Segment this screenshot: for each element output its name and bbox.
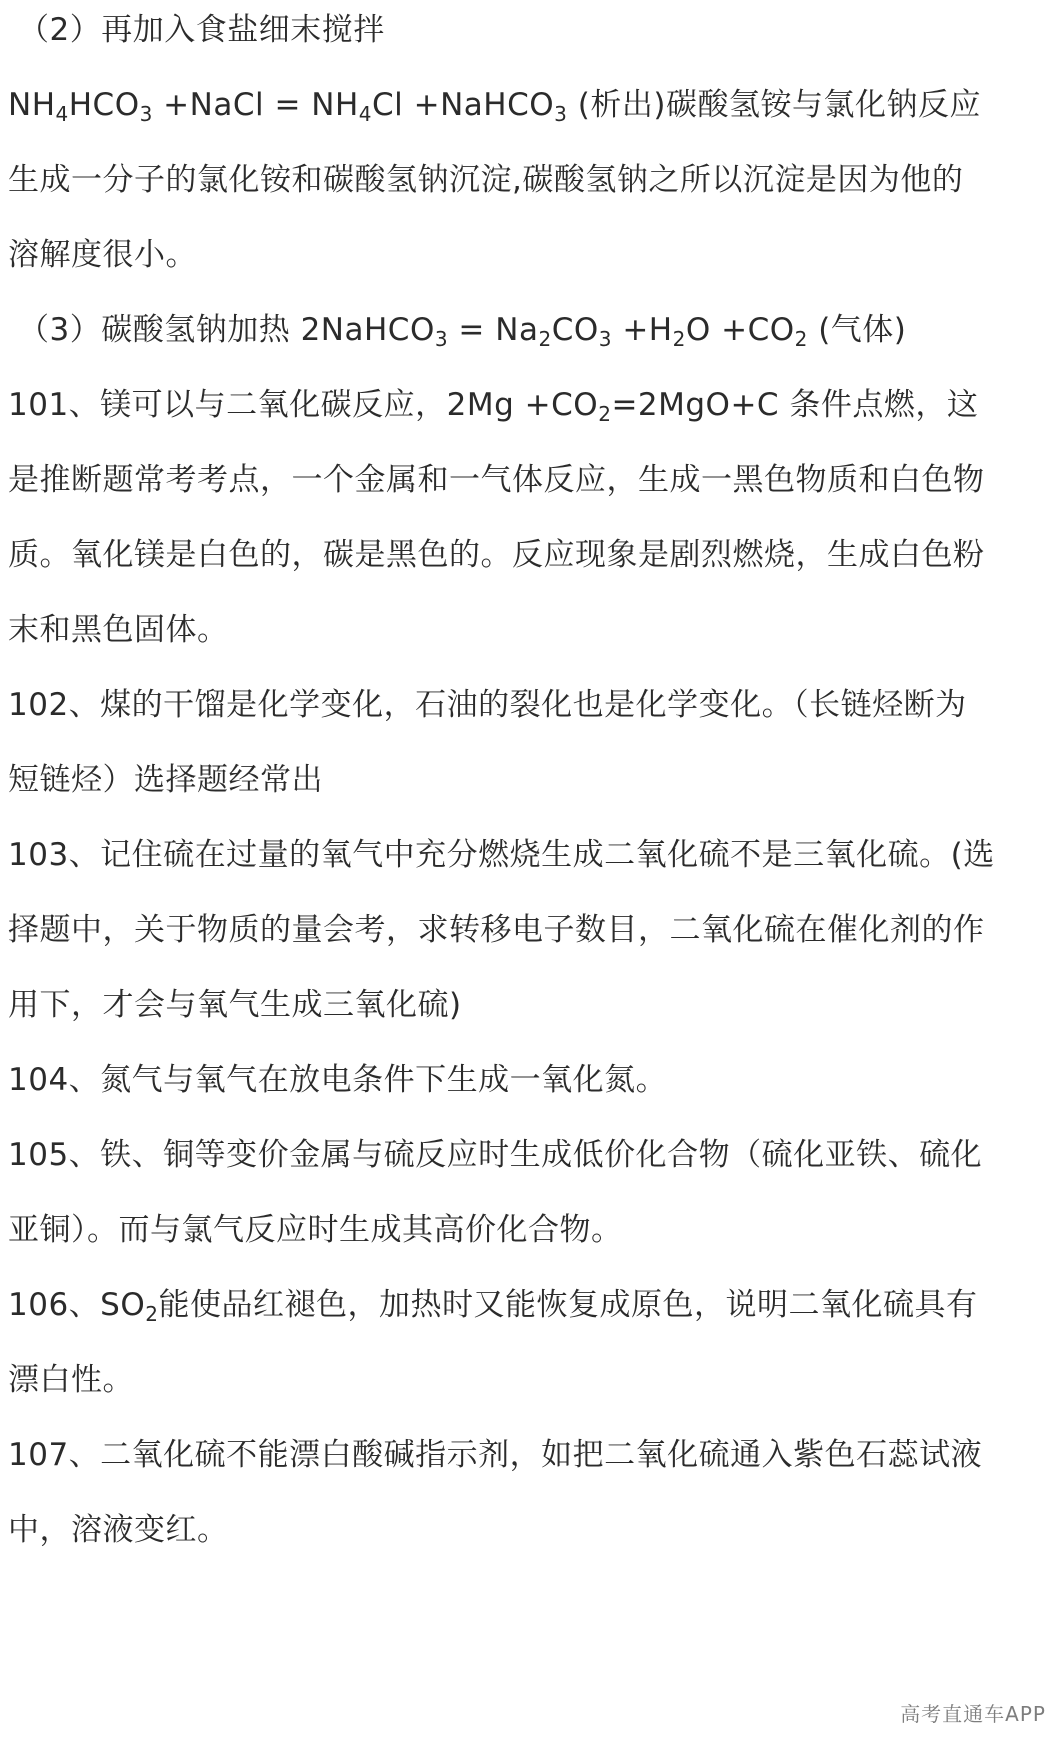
text-segment: 生成一分子的氯化铵和碳酸氢钠沉淀,碳酸氢钠之所以沉淀是因为他的 [8,162,964,198]
subscript: 4 [55,102,69,126]
text-segment: = Na [448,312,539,348]
subscript: 2 [672,327,686,351]
text-segment: CO [551,312,599,348]
text-line [8,535,985,575]
text-segment: 溶解度很小。 [8,237,197,273]
subscript: 3 [598,327,612,351]
text-line [8,985,462,1025]
item-106 [8,1285,977,1325]
subscript: 2 [598,402,612,426]
text-segment: 能使品红褪色，加热时又能恢复成原色，说明二氧化硫具有 [158,1287,978,1323]
text-line [8,760,323,800]
equation-line [8,85,981,125]
text-segment: +NaCl = NH [152,87,359,123]
text-line [8,1360,134,1400]
item-107 [8,1435,982,1475]
text-line [8,610,229,650]
text-segment: NH [8,87,56,123]
text-line [8,910,985,950]
item-105 [8,1135,982,1175]
text-segment: 亚铜）。而与氯气反应时生成其高价化合物。 [8,1212,623,1248]
subscript: 2 [538,327,552,351]
text-segment: HCO [68,87,140,123]
text-segment: 106、SO [8,1287,146,1323]
text-segment: =2MgO+C 条件点燃，这 [611,387,979,423]
subscript: 3 [434,327,449,351]
subscript: 3 [554,102,568,126]
text-segment: (气体) [807,312,907,348]
text-segment: 中，溶液变红。 [8,1512,229,1548]
text-line [18,10,385,50]
text-segment: 质。氧化镁是白色的，碳是黑色的。反应现象是剧烈燃烧，生成白色粉 [8,537,985,573]
text-line [8,460,985,500]
text-segment: 末和黑色固体。 [8,612,229,648]
item-104 [8,1060,667,1100]
text-segment: 103、记住硫在过量的氧气中充分燃烧生成二氧化硫不是三氧化硫。(选 [8,837,995,873]
subscript: 2 [794,327,808,351]
equation-line [18,310,906,350]
text-segment: 101、镁可以与二氧化碳反应，2Mg +CO [8,387,599,423]
text-segment: (析出)碳酸氢铵与氯化钠反应 [567,87,981,123]
text-line [8,235,197,275]
text-segment: +H [611,312,673,348]
text-segment: Cl +NaHCO [372,87,555,123]
watermark-text: 高考直通车APP [900,1702,1046,1726]
text-segment: 是推断题常考考点，一个金属和一气体反应，生成一黑色物质和白色物 [8,462,985,498]
subscript: 2 [145,1302,159,1326]
item-102 [8,685,967,725]
text-segment: （3）碳酸氢钠加热 2NaHCO [18,312,435,348]
text-segment: O +CO [685,312,795,348]
item-103 [8,835,995,875]
text-line [8,1210,623,1250]
text-segment: 104、氮气与氧气在放电条件下生成一氧化氮。 [8,1062,668,1098]
subscript: 4 [358,102,373,126]
text-segment: 漂白性。 [8,1362,134,1398]
text-segment: 102、煤的干馏是化学变化，石油的裂化也是化学变化。（长链烃断为 [8,687,967,723]
text-segment: （2）再加入食盐细末搅拌 [18,12,385,48]
text-segment: 择题中，关于物质的量会考，求转移电子数目，二氧化硫在催化剂的作 [8,912,985,948]
text-segment: 短链烃）选择题经常出 [8,762,323,798]
item-101 [8,385,978,425]
text-line [8,160,963,200]
text-segment: 用下，才会与氧气生成三氧化硫) [8,987,462,1023]
text-segment: 107、二氧化硫不能漂白酸碱指示剂，如把二氧化硫通入紫色石蕊试液 [8,1437,983,1473]
text-line [8,1510,229,1550]
text-segment: 105、铁、铜等变价金属与硫反应时生成低价化合物（硫化亚铁、硫化 [8,1137,983,1173]
subscript: 3 [139,102,153,126]
